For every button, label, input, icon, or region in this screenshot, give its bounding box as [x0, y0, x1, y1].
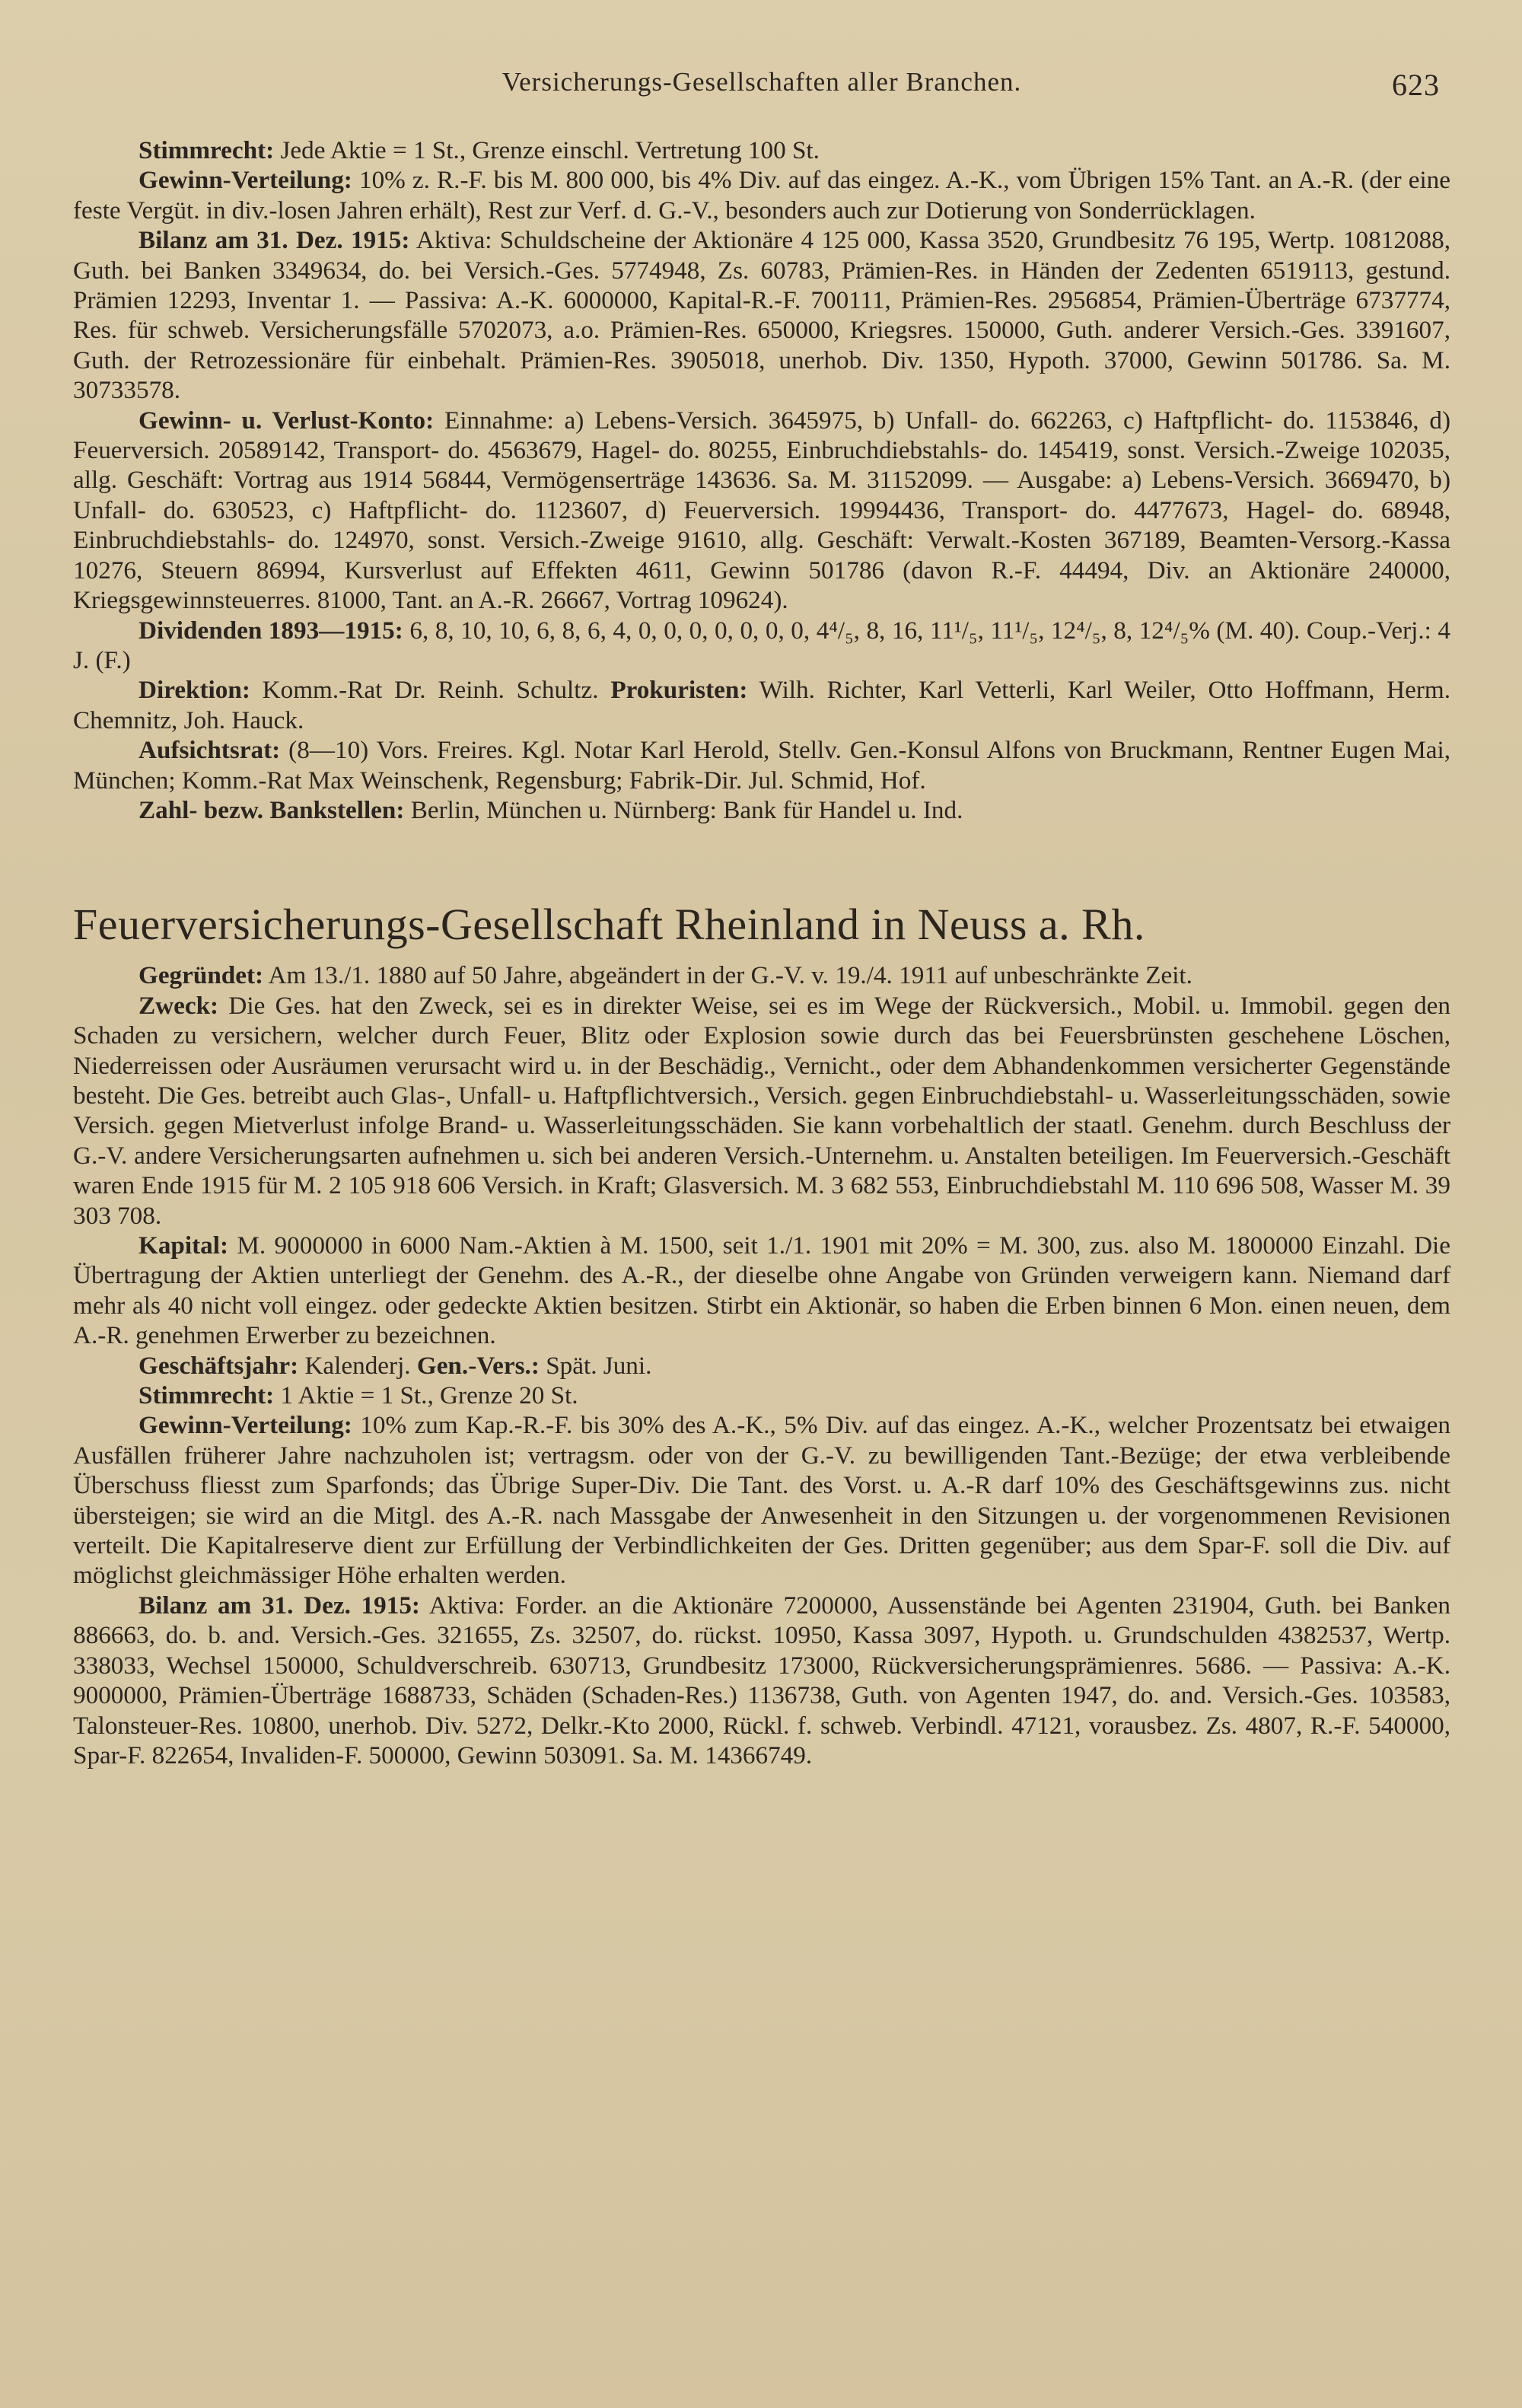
paragraph-dividenden — [73, 616, 1450, 676]
paragraph-label: Stimmrecht: — [139, 136, 275, 164]
paragraph-gewinn-verlust-konto — [73, 406, 1450, 616]
paragraph-text: Am 13./1. 1880 auf 50 Jahre, abgeändert in der G.-V. v. 19./4. 1911 auf unbeschränkte Zeit. — [268, 961, 1192, 990]
paragraph-text: Aktiva: Forder. an die Aktionäre 7200000, Aussenstände bei Agenten 231904, Guth. bei Banken 886663, do. b. and. Versich.-Ges. 321655, Zs. 32507, do. rückst. 10950, Kassa 3097, Hypoth. u. Grundschulden 4382537, Wertp. 338033, Wechsel 150000, Schuldverschreib. 630713, Grundbesitz 173000, Rückversicherungsprämienres. 5686. — Passiva: A.-K. 9000000, Prämien-Überträge 1688733, Schäden (Schaden-Res.) 1136738, Guth. von Agenten 1947, do. and. Versich.-Ges. 103583, Talonsteuer-Res. 10800, unerhob. Div. 5272, Delkr.-Kto 2000, Rückl. f. schweb. Verbindl. 47121, vorausbez. Zs. 4807, R.-F. 540000, Spar-F. 822654, Invaliden-F. 500000, Gewinn 503091. Sa. M. 14366749. — [73, 1591, 1451, 1769]
paragraph-label: Aufsichtsrat: — [139, 736, 281, 765]
paragraph-label-secondary: Prokuristen: — [610, 676, 748, 705]
paragraph-aufsichtsrat — [73, 735, 1450, 795]
paragraph-text: (8—10) Vors. Freires. Kgl. Notar Karl Herold, Stellv. Gen.-Konsul Alfons von Bruckmann, Rentner Eugen Mai, München; Komm.-Rat Max Weinschenk, Regensburg; Fabrik-Dir. Jul. Schmid, Hof. — [73, 736, 1451, 795]
section-rheinland — [73, 960, 1450, 1770]
paragraph-text: 10% zum Kap.-R.-F. bis 30% des A.-K., 5% Div. auf das eingez. A.-K., welcher Prozentsatz bei etwaigen Ausfällen früherer Jahre nachzuholen ist; vertragsm. oder von der G.-V. zu bewilligenden Tant.-Bezüge; der etwa verbleibende Überschuss fliesst zum Sparfonds; das Übrige Super-Div. Die Tant. des Vorst. u. A.-R darf 10% des Geschäftsgewinns zus. nicht übersteigen; sie wird an die Mitgl. des A.-R. nach Massgabe der Anwesenheit in den Sitzungen u. der vorgenommenen Revisionen verteilt. Die Kapitalreserve dient zur Erfüllung der Verbindlichkeiten der Ges. Dritten gegenüber; aus dem Spar-F. soll die Div. auf möglichst gleichmässiger Höhe erhalten werden. — [73, 1411, 1450, 1590]
paragraph-label: Zahl- bezw. Bankstellen: — [139, 795, 405, 824]
paragraph-kapital — [73, 1231, 1450, 1351]
paragraph-label: Stimmrecht: — [139, 1381, 275, 1410]
paragraph-label: Dividenden 1893—1915: — [139, 616, 403, 645]
page-number: 623 — [1392, 68, 1440, 102]
paragraph-text-secondary: Spät. Juni. — [546, 1351, 652, 1380]
paragraph-text: Jede Aktie = 1 St., Grenze einschl. Vertretung 100 St. — [280, 136, 820, 164]
paragraph-text: Kalenderj. — [304, 1351, 411, 1380]
paragraph-label: Gewinn-Verteilung: — [139, 166, 352, 195]
running-title: Versicherungs-Gesellschaften aller Branchen. — [501, 67, 1022, 97]
paragraph-gegruendet — [73, 960, 1450, 990]
paragraph-zahlstellen — [73, 795, 1450, 825]
paragraph-text: 10% z. R.-F. bis M. 800 000, bis 4% Div. auf das eingez. A.-K., vom Übrigen 15% Tant. an A.-R. (der eine feste Vergüt. in div.-losen Jahren erhält), Rest zur Verf. d. G.-V., besonders auch zur Dotierung von Sonderrücklagen. — [73, 166, 1451, 225]
paragraph-bilanz — [73, 225, 1450, 405]
paragraph-gewinn-verteilung-2 — [73, 1410, 1450, 1590]
paragraph-label-secondary: Gen.-Vers.: — [416, 1351, 540, 1380]
paragraph-text: Berlin, München u. Nürnberg: Bank für Handel u. Ind. — [410, 795, 963, 824]
paragraph-bilanz-2 — [73, 1591, 1450, 1770]
paragraph-stimmrecht-2 — [73, 1381, 1450, 1410]
paragraph-text: M. 9000000 in 6000 Nam.-Aktien à M. 1500, seit 1./1. 1901 mit 20% = M. 300, zus. also M. 1800000 Einzahl. Die Übertragung der Aktien unterliegt der Genehm. des A.-R., der dieselbe ohne Angabe von Gründen verweigern kann. Niemand darf mehr als 40 nicht voll eingez. oder gedeckte Aktien besitzen. Stirbt ein Aktionär, so haben die Erben binnen 6 Mon. einen neuen, dem A.-R. genehmen Erwerber zu bezeichnen. — [73, 1231, 1451, 1350]
paragraph-direktion — [73, 675, 1450, 735]
paragraph-zweck — [73, 991, 1450, 1231]
paragraph-text: Komm.-Rat Dr. Reinh. Schultz. — [262, 676, 599, 705]
paragraph-text: 6, 8, 10, 10, 6, 8, 6, 4, 0, 0, 0, 0, 0, 0, 0, 4⁴/₅, 8, 16, 11¹/₅, 11¹/₅, 12⁴/₅, 8, 12⁴/₅% (M. 40). Coup.-Verj.: 4 J. (F.) — [73, 616, 1451, 674]
company-title: Feuerversicherungs-Gesellschaft Rheinland in Neuss a. Rh. — [73, 900, 1145, 950]
paragraph-geschaeftsjahr — [73, 1351, 1450, 1381]
paragraph-text-secondary: Wilh. Richter, Karl Vetterli, Karl Weiler, Otto Hoffmann, Herm. Chemnitz, Joh. Hauck. — [73, 676, 1451, 734]
paragraph-text: Die Ges. hat den Zweck, sei es in direkter Weise, sei es im Wege der Rückversich., Mobil. u. Immobil. gegen den Schaden zu versichern, welcher durch Feuer, Blitz oder Explosion sowie durch das bei Feuersbrünsten geschehene Löschen, Niederreissen oder Ausräumen verursacht wird u. in der Beschädig., Vernicht., oder dem Abhandenkommen versicherter Gegenstände besteht. Die Ges. betreibt auch Glas-, Unfall- u. Haftpflichtversich., Versich. gegen Einbruchdiebstahl- u. Wasserleitungsschäden, sowie Versich. gegen Mietverlust infolge Brand- u. Wasserleitungsschäden. Sie kann vorbehaltlich der staatl. Genehm. durch Beschluss der G.-V. andere Versicherungsarten aufnehmen u. sich bei anderen Versich.-Unternehm. u. Anstalten beteiligen. Im Feuerversich.-Geschäft waren Ende 1915 für M. 2 105 918 606 Versich. in Kraft; Glasversich. M. 3 682 553, Einbruchdiebstahl M. 110 696 508, Wasser M. 39 303 708. — [73, 991, 1450, 1230]
paragraph-text: Aktiva: Schuldscheine der Aktionäre 4 125 000, Kassa 3520, Grundbesitz 76 195, Wertp. 10812088, Guth. bei Banken 3349634, do. bei Versich.-Ges. 5774948, Zs. 60783, Prämien-Res. in Händen der Zedenten 6519113, gestund. Prämien 12293, Inventar 1. — Passiva: A.-K. 6000000, Kapital-R.-F. 700111, Prämien-Res. 2956854, Prämien-Überträge 6737774, Res. für schweb. Versicherungsfälle 5702073, a.o. Prämien-Res. 650000, Kriegsres. 150000, Guth. anderer Versich.-Ges. 3391607, Guth. der Retrozessionäre für einbehalt. Prämien-Res. 3905018, unerhob. Div. 1350, Hypoth. 37000, Gewinn 501786. Sa. M. 30733578. — [73, 226, 1451, 405]
paragraph-label: Kapital: — [139, 1231, 229, 1260]
running-header — [73, 67, 1450, 113]
paragraph-label: Direktion: — [139, 676, 250, 705]
paragraph-gewinn-verteilung — [73, 165, 1450, 225]
paragraph-label: Geschäftsjahr: — [139, 1351, 299, 1380]
paragraph-label: Gewinn- u. Verlust-Konto: — [139, 406, 435, 435]
paragraph-text: 1 Aktie = 1 St., Grenze 20 St. — [280, 1381, 578, 1410]
paragraph-stimmrecht — [73, 135, 1450, 165]
paragraph-label: Gewinn-Verteilung: — [139, 1411, 352, 1440]
paragraph-label: Zweck: — [139, 991, 219, 1020]
paragraph-label: Bilanz am 31. Dez. 1915: — [139, 1591, 420, 1620]
paragraph-label: Gegründet: — [139, 961, 264, 990]
section-previous-company — [73, 135, 1450, 825]
paragraph-text: Einnahme: a) Lebens-Versich. 3645975, b) Unfall- do. 662263, c) Haftpflicht- do. 1153846, d) Feuerversich. 20589142, Transport- do. 4563679, Hagel- do. 80255, Einbruchdiebstahls- do. 145419, sonst. Versich.-Zweige 102035, allg. Geschäft: Vortrag aus 1914 56844, Vermögenserträge 143636. Sa. M. 31152099. — Ausgabe: a) Lebens-Versich. 3669470, b) Unfall- do. 630523, c) Haftpflicht- do. 1123607, d) Feuerversich. 19994436, Transport- do. 4477673, Hagel- do. 68948, Einbruchdiebstahls- do. 124970, sonst. Versich.-Zweige 91610, allg. Geschäft: Verwalt.-Kosten 367189, Beamten-Versorg.-Kassa 10276, Steuern 86994, Kursverlust auf Effekten 4611, Gewinn 501786 (davon R.-F. 44494, Div. an Aktionäre 240000, Kriegsgewinnsteuerres. 81000, Tant. an A.-R. 26667, Vortrag 109624). — [73, 406, 1451, 615]
paragraph-label: Bilanz am 31. Dez. 1915: — [139, 226, 410, 255]
